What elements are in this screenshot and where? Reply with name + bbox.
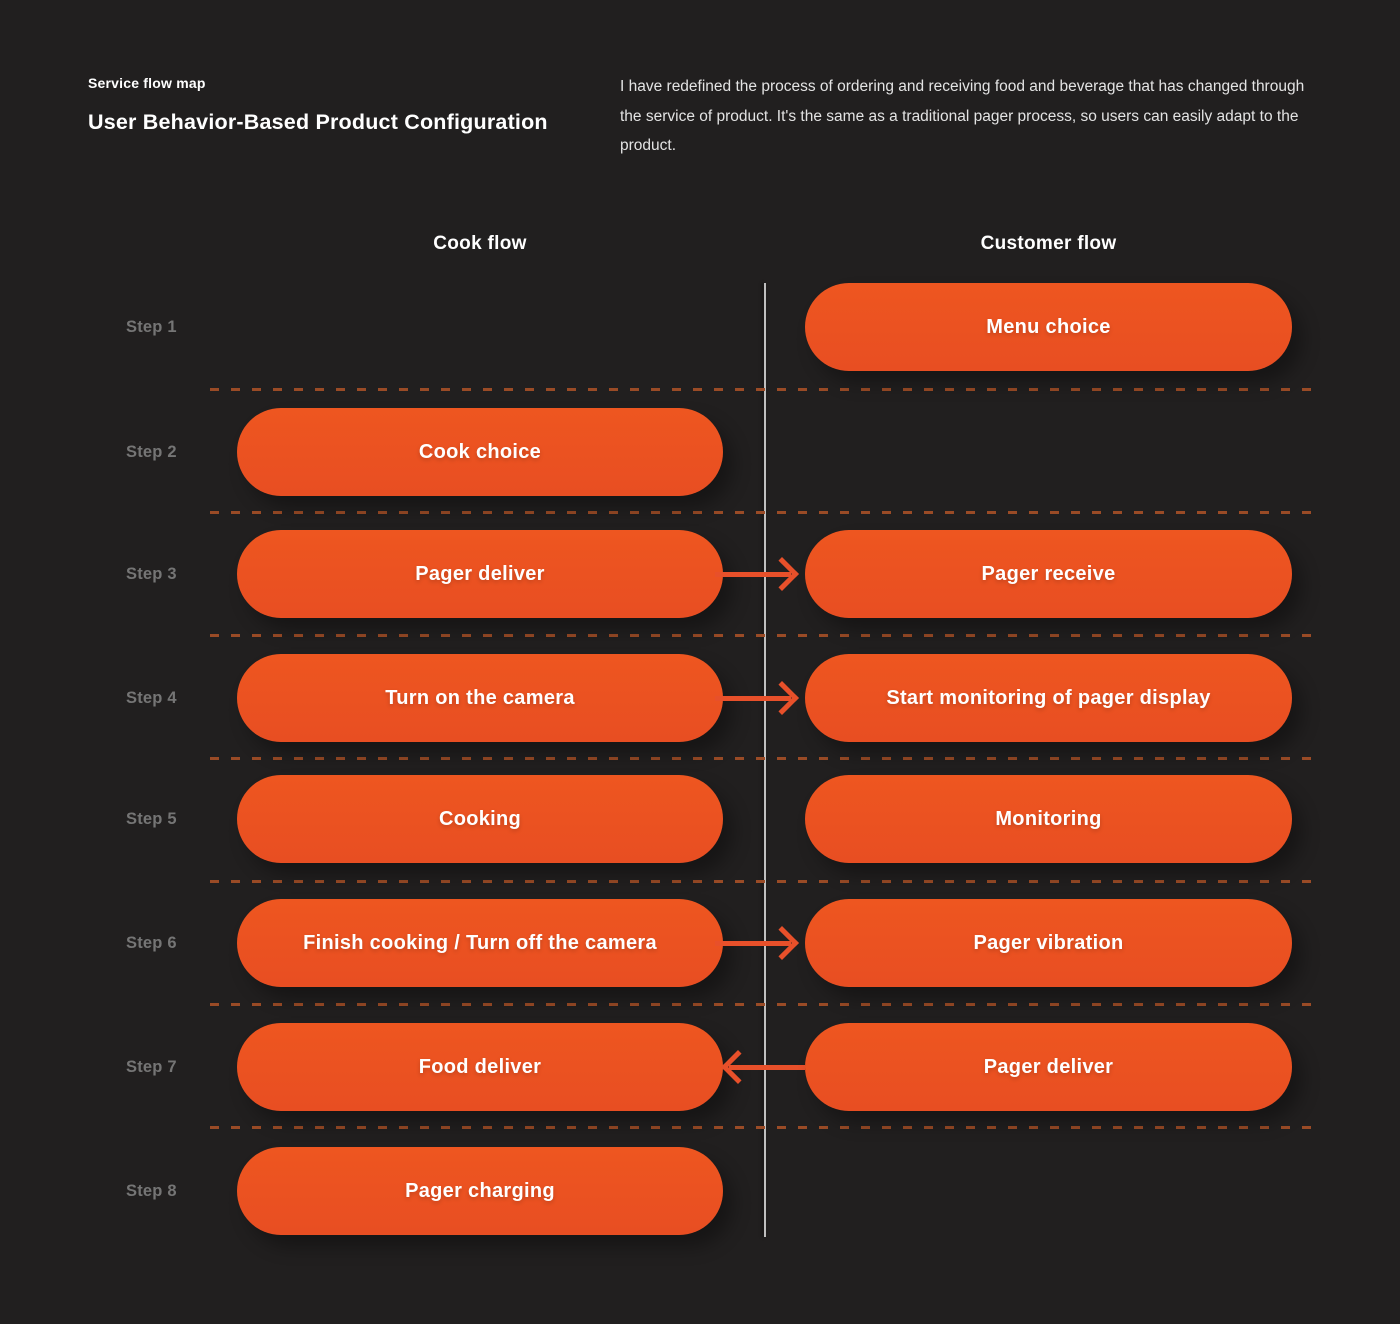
customer-step-pill: Menu choice	[805, 283, 1292, 371]
step-label: Step 6	[126, 934, 177, 952]
column-header-cook-flow: Cook flow	[433, 233, 527, 254]
dashed-separator	[210, 880, 1316, 883]
flow-row-step-8	[0, 1147, 1400, 1235]
dashed-separator	[210, 511, 1316, 514]
right-arrow-icon	[715, 683, 805, 713]
dashed-separator	[210, 634, 1316, 637]
flow-row-step-3	[0, 530, 1400, 618]
arrow-head	[721, 1050, 755, 1084]
cook-step-pill: Finish cooking / Turn off the camera	[237, 899, 723, 987]
step-label: Step 1	[126, 318, 177, 336]
arrow-head	[765, 681, 799, 715]
step-label: Step 3	[126, 565, 177, 583]
customer-step-pill: Pager vibration	[805, 899, 1292, 987]
arrow-head	[765, 926, 799, 960]
cook-step-pill: Food deliver	[237, 1023, 723, 1111]
step-label: Step 5	[126, 810, 177, 828]
step-label: Step 4	[126, 689, 177, 707]
page-title: User Behavior-Based Product Configuration	[88, 110, 548, 134]
flow-row-step-5	[0, 775, 1400, 863]
dashed-separator	[210, 388, 1316, 391]
cook-step-pill: Pager deliver	[237, 530, 723, 618]
cook-step-pill: Pager charging	[237, 1147, 723, 1235]
customer-step-pill: Pager receive	[805, 530, 1292, 618]
customer-step-pill: Pager deliver	[805, 1023, 1292, 1111]
customer-step-pill: Monitoring	[805, 775, 1292, 863]
dashed-separator	[210, 1126, 1316, 1129]
right-arrow-icon	[715, 928, 805, 958]
step-label: Step 7	[126, 1058, 177, 1076]
cook-step-pill: Cook choice	[237, 408, 723, 496]
section-eyebrow: Service flow map	[88, 75, 206, 91]
flow-row-step-4	[0, 654, 1400, 742]
right-arrow-icon	[715, 559, 805, 589]
cook-step-pill: Turn on the camera	[237, 654, 723, 742]
flow-row-step-6	[0, 899, 1400, 987]
flow-row-step-2	[0, 408, 1400, 496]
dashed-separator	[210, 1003, 1316, 1006]
step-label: Step 8	[126, 1182, 177, 1200]
arrow-head	[765, 557, 799, 591]
column-header-customer-flow: Customer flow	[980, 233, 1117, 254]
intro-paragraph: I have redefined the process of ordering and receiving food and beverage that has changed through the service of product. It's the same as a traditional pager process, so users can easily adapt to the product.	[620, 78, 1305, 154]
cook-step-pill: Cooking	[237, 775, 723, 863]
step-label: Step 2	[126, 443, 177, 461]
dashed-separator	[210, 757, 1316, 760]
flow-row-step-7	[0, 1023, 1400, 1111]
flow-row-step-1	[0, 283, 1400, 371]
customer-step-pill: Start monitoring of pager display	[805, 654, 1292, 742]
left-arrow-icon	[715, 1052, 805, 1082]
